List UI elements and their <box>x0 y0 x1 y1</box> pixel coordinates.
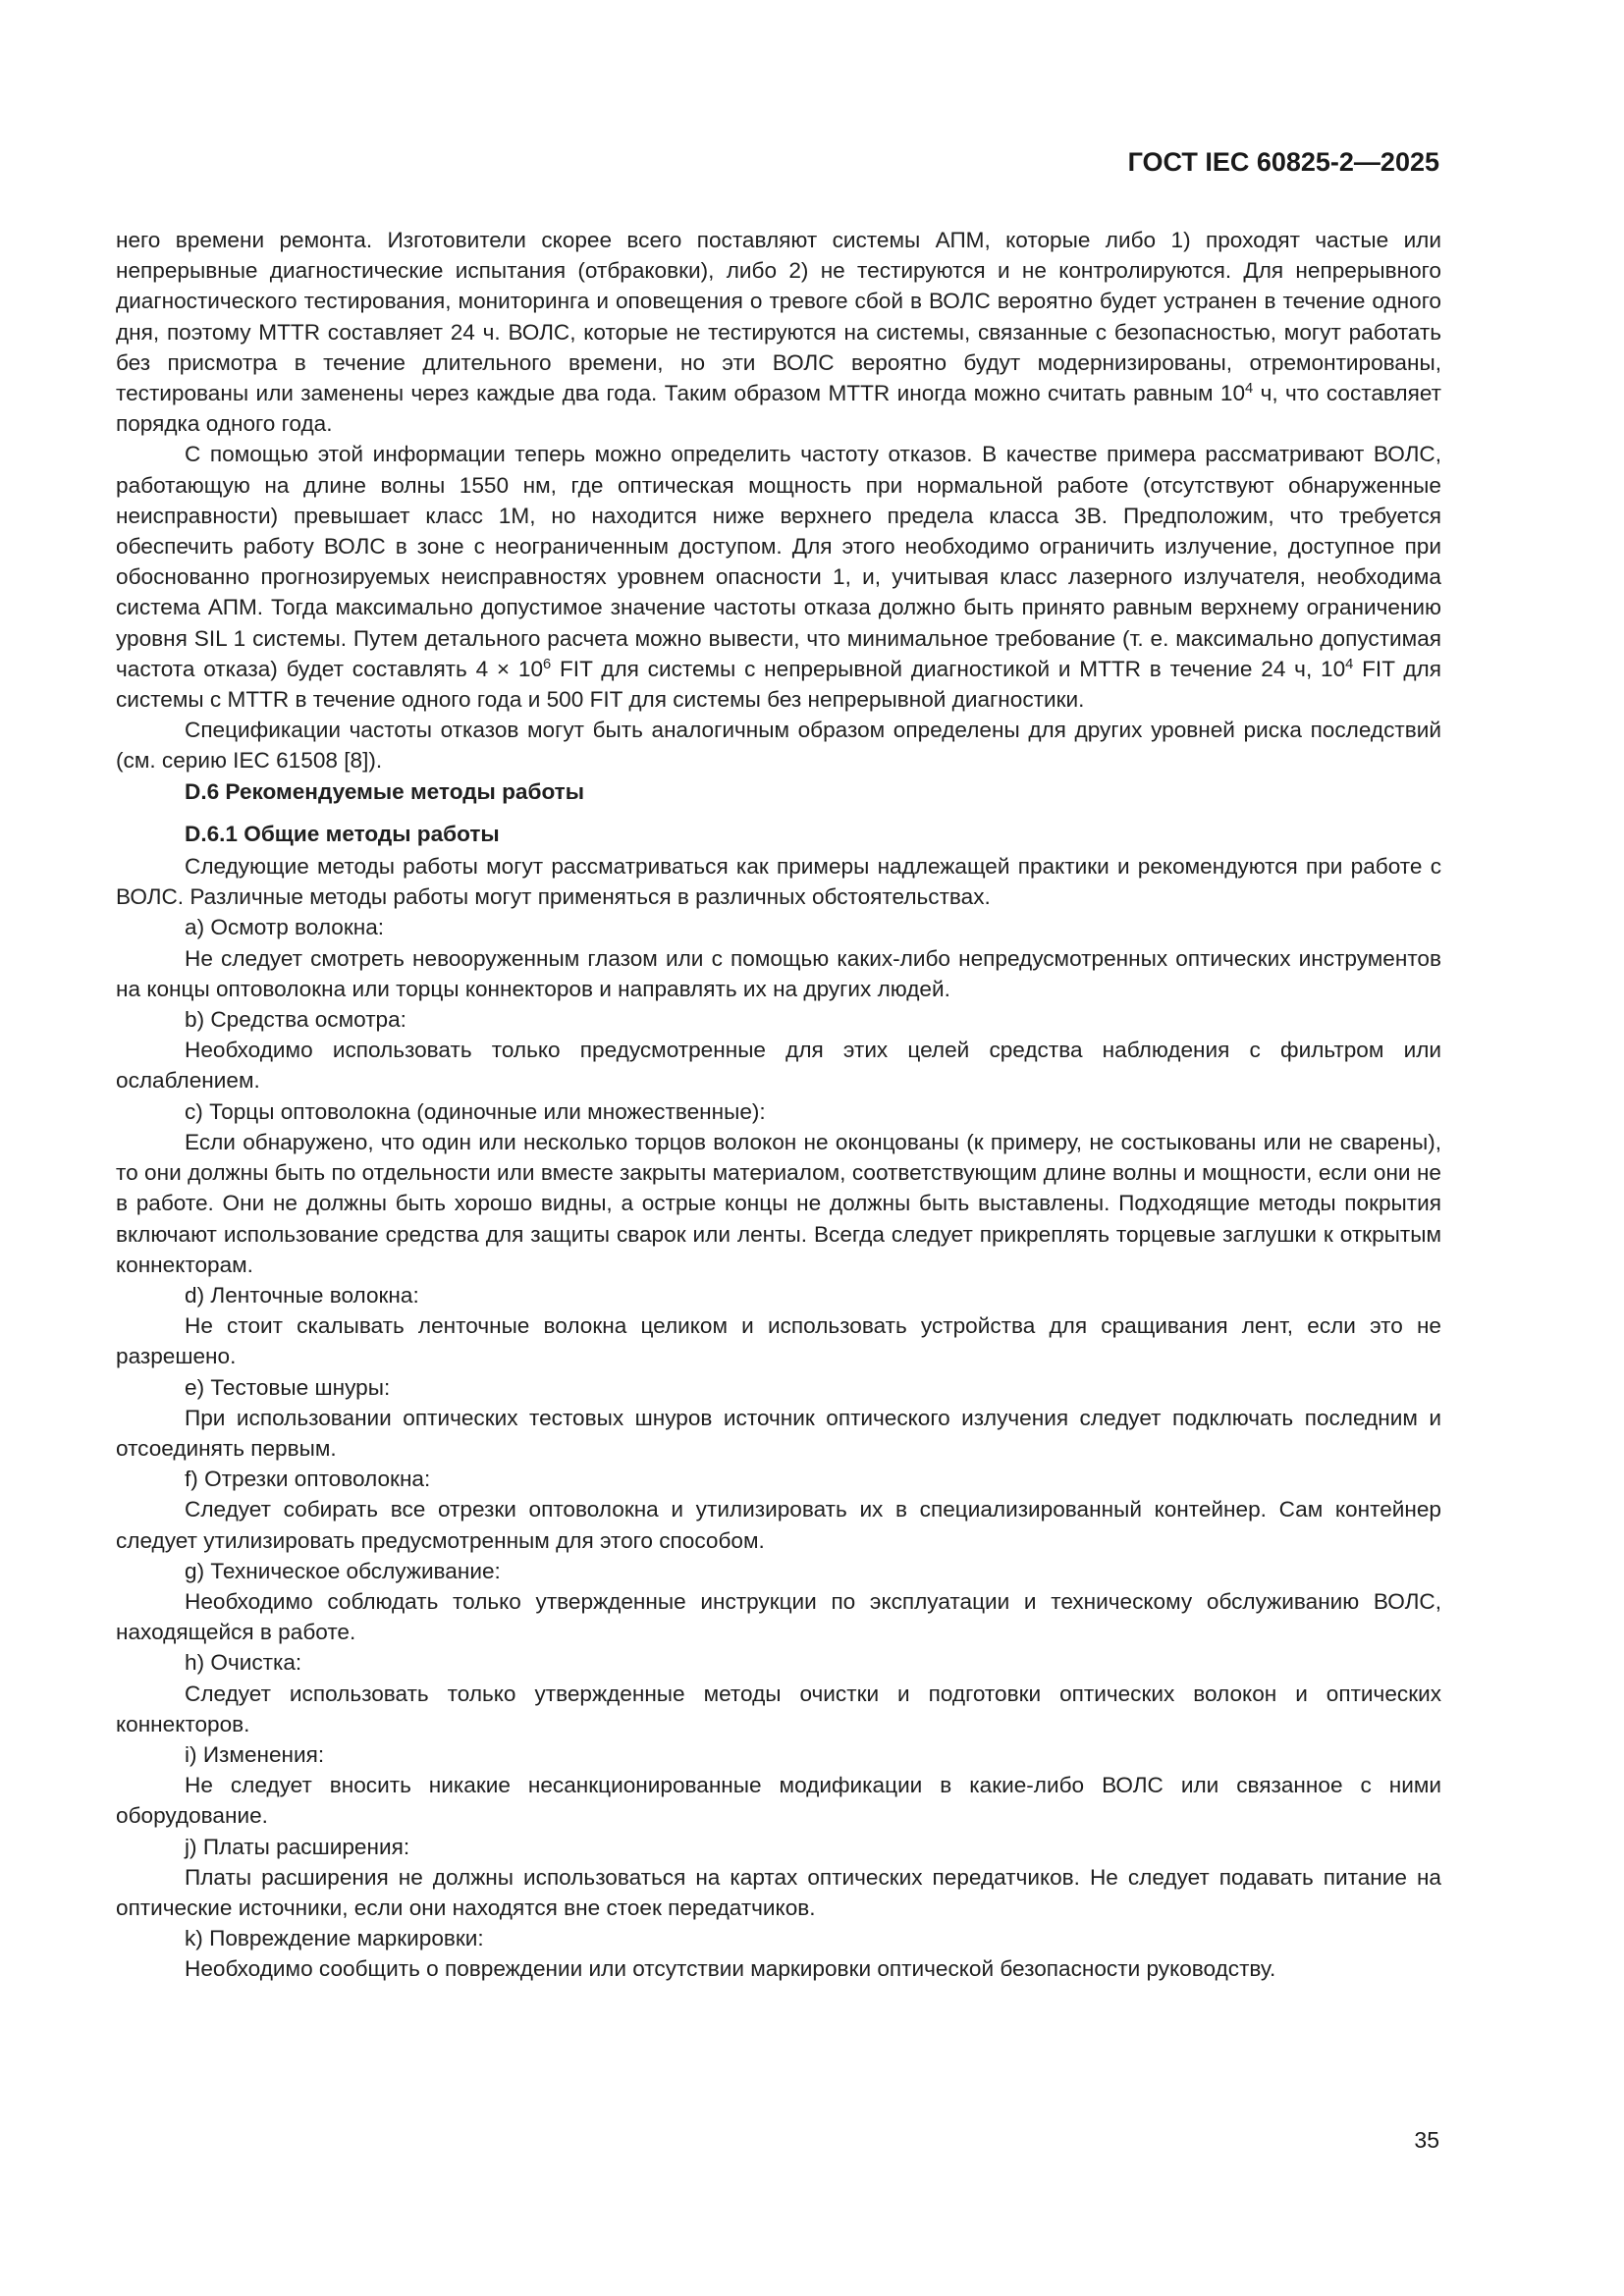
list-item-label: g) Техническое обслуживание: <box>185 1558 501 1583</box>
list-item-text: Если обнаружено, что один или несколько торцов волокон не оконцованы (к примеру, не состыкованы или не сварены), то они должны быть по отдельности или вместе закрыты материалом, соответствующим длине волны и мощности, если они не в работе. Они не должны быть хорошо видны, а острые концы не должны быть выставлены. Подходящие методы покрытия включают использование средства для защиты сварок или ленты. Всегда следует прикреплять торцевые заглушки к открытым коннекторам. <box>116 1129 1441 1277</box>
list-item-text: При использовании оптических тестовых шнуров источник оптического излучения следует подключать последним и отсоединять первым. <box>116 1405 1441 1461</box>
list-item-text: Платы расширения не должны использоваться на картах оптических передатчиков. Не следует подавать питание на оптические источники, если они находятся вне стоек передатчиков. <box>116 1864 1441 1920</box>
list-item-text: Не следует вносить никакие несанкционированные модификации в какие-либо ВОЛС или связанное с ними оборудование. <box>116 1773 1441 1829</box>
list-item-label: i) Изменения: <box>185 1741 325 1767</box>
paragraph-failure-rate: С помощью этой информации теперь можно определить частоту отказов. В качестве примера рассматривают ВОЛС, работающую на длине волны 1550 нм, где оптическая мощность при нормальной работе (отсутствуют обнаруженные неисправности) превышает класс 1М, но находится ниже верхнего предела класса 3В. Предположим, что требуется обеспечить работу ВОЛС в зоне с неограниченным доступом. Для этого необходимо ограничить излучение, доступное при обоснованно прогнозируемых неисправностях уровнем опасности 1, и, учитывая класс лазерного излучателя, необходима система АПМ. Тогда максимально допустимое значение частоты отказа должно быть принято равным верхнему ограничению уровня SIL 1 системы. Путем детального расчета можно вывести, что минимальное требование (т. е. максимально допустимая частота отказа) будет составлять $4 \times 10^6$ FIT для системы с непрерывной диагностикой и MTTR в течение 24 ч, $10^4$ FIT для системы с MTTR в течение одного года и 500 FIT для системы без непрерывной диагностики. <box>116 442 1441 713</box>
list-item-label: j) Платы расширения: <box>185 1834 410 1859</box>
paragraph-intro: Следующие методы работы могут рассматриваться как примеры надлежащей практики и рекомендуются при работе с ВОЛС. Различные методы работы могут применяться в различных обстоятельствах. <box>116 854 1441 910</box>
list-item-text: Необходимо сообщить о повреждении или отсутствии маркировки оптической безопасности руководству. <box>185 1956 1276 1982</box>
list-item-label: b) Средства осмотра: <box>185 1007 406 1033</box>
paragraph-mttr: него времени ремонта. Изготовители скорее всего поставляют системы АПМ, которые либо 1) проходят частые или непрерывные диагностические испытания (отбраковки), либо 2) не тестируются и не контролируются. Для непрерывного диагностического тестирования, мониторинга и оповещения о тревоге сбой в ВОЛС вероятно будет устранен в течение одного дня, поэтому MTTR составляет 24 ч. ВОЛС, которые не тестируются на системы, связанные с безопасностью, могут работать без присмотра в течение длительного времени, но эти ВОЛС вероятно будут модернизированы, отремонтированы, тестированы или заменены через каждые два года. Таким образом MTTR иногда можно считать равным $10^4$ ч, что составляет порядка одного года. <box>116 228 1441 437</box>
document-header: ГОСТ IEC 60825-2—2025 <box>1127 147 1439 177</box>
list-item-text: Не следует смотреть невооруженным глазом или с помощью каких-либо непредусмотренных оптических инструментов на концы оптоволокна или торцы коннекторов и направлять их на других людей. <box>116 945 1441 1001</box>
list-item-text: Следует использовать только утвержденные методы очистки и подготовки оптических волокон и оптических коннекторов. <box>116 1681 1441 1736</box>
subsection-heading: D.6.1 Общие методы работы <box>185 821 500 846</box>
document-body <box>116 225 1441 1985</box>
list-item-label: c) Торцы оптоволокна (одиночные или множественные): <box>185 1098 766 1124</box>
paragraph-specifications: Спецификации частоты отказов могут быть аналогичным образом определены для других уровней риска последствий (см. серию IEC 61508 [8]). <box>116 718 1441 774</box>
list-item-label: d) Ленточные волокна: <box>185 1282 419 1308</box>
section-heading: D.6 Рекомендуемые методы работы <box>185 778 585 804</box>
list-item-label: f) Отрезки оптоволокна: <box>185 1467 431 1492</box>
list-item-label: e) Тестовые шнуры: <box>185 1374 391 1400</box>
list-item-text: Не стоит скалывать ленточные волокна целиком и использовать устройства для сращивания лент, если это не разрешено. <box>116 1313 1441 1369</box>
list-item-text: Следует собирать все отрезки оптоволокна и утилизировать их в специализированный контейнер. Сам контейнер следует утилизировать предусмотренным для этого способом. <box>116 1497 1441 1553</box>
list-item-label: h) Очистка: <box>185 1650 302 1676</box>
list-item-text: Необходимо соблюдать только утвержденные инструкции по эксплуатации и техническому обслуживанию ВОЛС, находящейся в работе. <box>116 1588 1441 1645</box>
list-item-label: k) Повреждение маркировки: <box>185 1926 484 1951</box>
list-item-text: Необходимо использовать только предусмотренные для этих целей средства наблюдения с фильтром или ослаблением. <box>116 1038 1441 1094</box>
page-number: 35 <box>1414 2127 1439 2153</box>
list-item-label: a) Осмотр волокна: <box>185 915 385 940</box>
